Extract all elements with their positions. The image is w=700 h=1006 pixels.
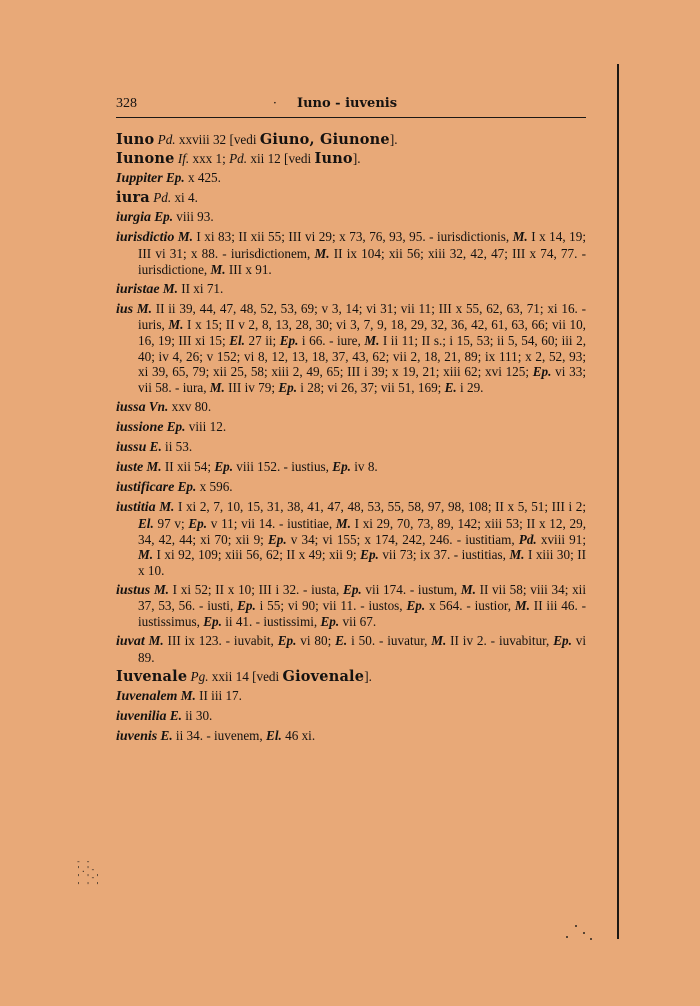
dictionary-entry: iura Pd. xi 4.: [116, 189, 198, 207]
dictionary-entry: Iunone If. xxx 1; Pd. xii 12 [vedi Iuno].: [116, 150, 361, 168]
dictionary-entry: iurgia Ep. viii 93.: [116, 209, 214, 226]
dictionary-entry: iuvat M. III ix 123. - iuvabit, Ep. vi 80; E. i 50. - iuvatur, M. II iv 2. - iuvabitur, Ep. vi 89.: [116, 633, 587, 665]
dictionary-entry: Iuppiter Ep. x 425.: [116, 170, 221, 187]
dictionary-entry: iustus M. I xi 52; II x 10; III i 32. - iusta, Ep. vii 174. - iustum, M. II vii 58; viii 34; xii 37, 53, 56. - iusti, Ep. i 55; vi 90; vii 11. - iustos, Ep. x 564. - iustior, M. II iii 46. - iustissimus, Ep. ii 41. - iustissimi, Ep. vii 67.: [116, 581, 586, 630]
page-header: [116, 96, 586, 118]
right-margin-rule: [617, 64, 619, 939]
running-head: Iuno - iuvenis: [297, 96, 398, 111]
dictionary-entry: iustitia M. I xi 2, 7, 10, 15, 31, 38, 41, 47, 48, 53, 55, 58, 97, 98, 108; II x 5, 51; III i 2; El. 97 v; Ep. v 11; vii 14. - iustitiae, M. I xi 29, 70, 73, 89, 142; xiii 53; II x 12, 29, 34, 42, 44; xi 70; xii 9; Ep. v 34; vi 155; x 174, 242, 246. - iustitiam, Pd. xviii 91; M. I xi 92, 109; xiii 56, 62; II x 49; xii 9; Ep. vii 73; ix 37. - iustitias, M. I xiii 30; II x 10.: [116, 499, 587, 578]
dictionary-entry: iussu E. ii 53.: [116, 439, 193, 456]
dictionary-entry: iussione Ep. viii 12.: [116, 419, 227, 435]
dictionary-entry: Iuvenale Pg. xxii 14 [vedi Giovenale].: [116, 667, 372, 685]
dictionary-entry: iuvenis E. ii 34. - iuvenem, El. 46 xi.: [116, 728, 316, 745]
dictionary-entry: Iuvenalem M. II iii 17.: [116, 687, 242, 704]
speck: [590, 938, 592, 940]
dictionary-entry: iuvenilia E. ii 30.: [116, 708, 213, 724]
header-dot: ·: [273, 96, 277, 110]
dictionary-entry: Iuno Pd. xxviii 32 [vedi Giuno, Giunone].: [116, 131, 398, 148]
dictionary-entry: iussa Vn. xxv 80.: [116, 398, 212, 415]
header-rule: [116, 117, 586, 118]
margin-specks: - - '.'- ' '-' ' ' ': [76, 857, 101, 890]
dictionary-entry: ius M. II ii 39, 44, 47, 48, 52, 53, 69; v 3, 14; vi 31; vii 11; III x 55, 62, 63, 71; xi 16. - iuris, M. I x 15; II v 2, 8, 13, 28, 30; vi 3, 7, 9, 18, 29, 32, 36, 42, 61, 63, 66; vii 10, 16, 19; III xi 15; El. 27 ii; Ep. i 66. - iure, M. I ii 11; II s.; i 15, 53; ii 5, 54, 60; iii 2, 40; iv 4, 26; v 152; vi 8, 12, 13, 18, 37, 43, 62; vii 2, 18, 21, 89; ix 111; x 2, 52, 93; xi 39, 65, 79; xii 25, 58; xiii 2, 49, 65; III i 39; x 19, 21; xiii 62; xvi 125; Ep. vi 33; vii 58. - iura, M. III iv 79; Ep. i 28; vi 26, 37; vii 51, 169; E. i 29.: [116, 300, 587, 395]
page-number: 328: [116, 96, 137, 111]
entry-list: [116, 132, 586, 748]
dictionary-entry: iustificare Ep. x 596.: [116, 479, 233, 496]
speck: [575, 925, 577, 927]
speck: [566, 936, 568, 938]
dictionary-entry: iuristae M. II xi 71.: [116, 280, 224, 297]
dictionary-entry: iuste M. II xii 54; Ep. viii 152. - iustius, Ep. iv 8.: [116, 459, 378, 476]
dictionary-entry: iurisdictio M. I xi 83; II xii 55; III vi 29; x 73, 76, 93, 95. - iurisdictionis, M. I x 14, 19; III vi 31; x 88. - iurisdictionem, M. II ix 104; xii 56; xiii 32, 42, 47; III x 74, 77. - iurisdictione, M. III x 91.: [116, 229, 587, 277]
speck: [583, 932, 585, 934]
